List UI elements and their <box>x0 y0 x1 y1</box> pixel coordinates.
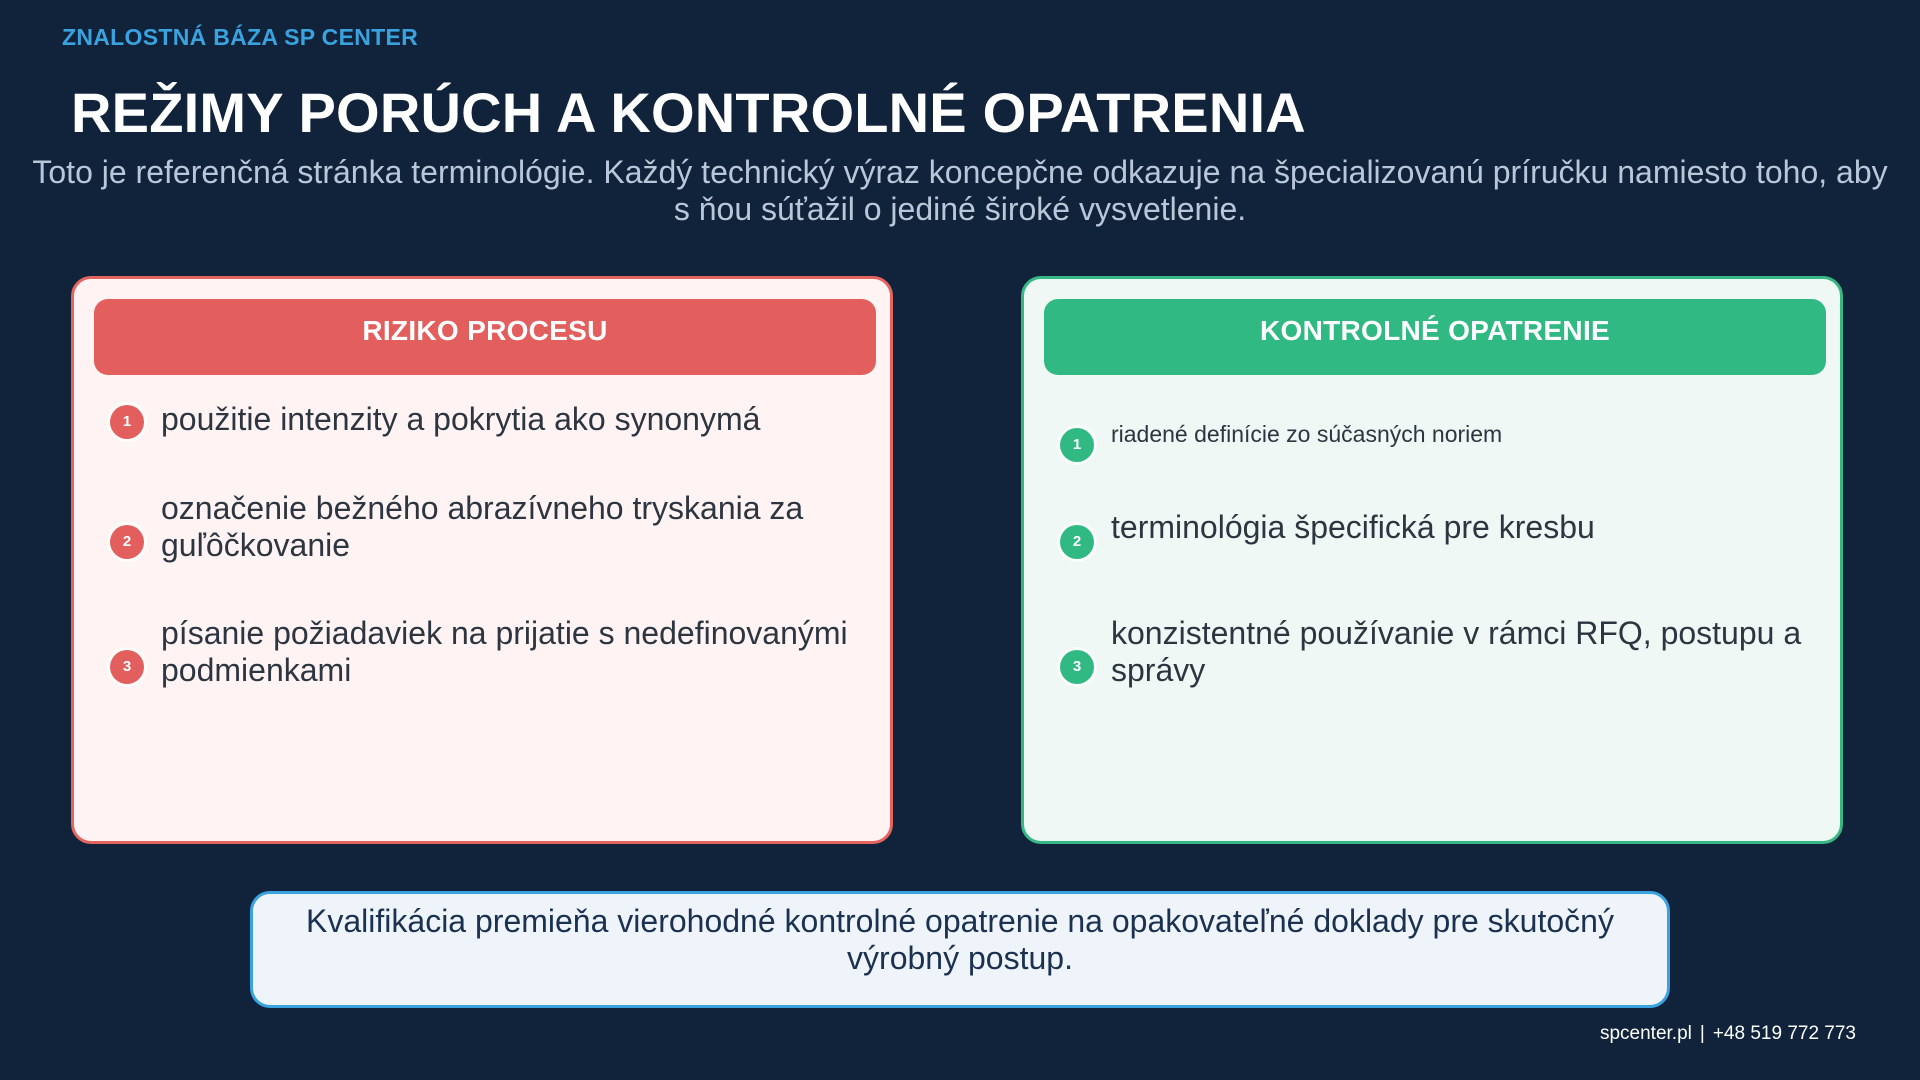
brand-kicker: ZNALOSTNÁ BÁZA SP CENTER <box>62 24 419 50</box>
control-card-heading: KONTROLNÉ OPATRENIE <box>1044 299 1826 375</box>
footer-separator: | <box>1699 1023 1705 1044</box>
footer-phone: +48 519 772 773 <box>1712 1023 1856 1044</box>
control-item-text: konzistentné používanie v rámci RFQ, postupu a správy <box>1111 615 1802 688</box>
risk-item-number: 2 <box>110 525 144 559</box>
risk-card <box>71 276 893 844</box>
page-subtitle: Toto je referenčná stránka terminológie. Každý technický výraz koncepčne odkazuje na špecializovanú príručku namiesto toho, aby s ňou súťažil o jediné široké vysvetlenie. <box>32 154 1888 227</box>
control-item-text: terminológia špecifická pre kresbu <box>1111 509 1595 545</box>
footer-contact <box>1600 1023 1856 1045</box>
risk-item-text: označenie bežného abrazívneho tryskania za guľôčkovanie <box>161 490 804 563</box>
risk-item-text: použitie intenzity a pokrytia ako synonymá <box>161 401 761 437</box>
risk-item-text: písanie požiadaviek na prijatie s nedefinovanými podmienkami <box>161 615 848 688</box>
control-item-text: riadené definície zo súčasných noriem <box>1111 421 1503 447</box>
control-card <box>1021 276 1843 844</box>
risk-card-heading: RIZIKO PROCESU <box>94 299 876 375</box>
risk-item-number: 1 <box>110 405 144 439</box>
control-item-number: 1 <box>1060 428 1094 462</box>
risk-item-number: 3 <box>110 650 144 684</box>
control-item-number: 3 <box>1060 650 1094 684</box>
footer-website: spcenter.pl <box>1599 1023 1692 1044</box>
page-title: REŽIMY PORÚCH A KONTROLNÉ OPATRENIA <box>71 81 1306 144</box>
qualification-note: Kvalifikácia premieňa vierohodné kontrolné opatrenie na opakovateľné doklady pre skutočný výrobný postup. <box>250 891 1670 1008</box>
control-item-number: 2 <box>1060 525 1094 559</box>
